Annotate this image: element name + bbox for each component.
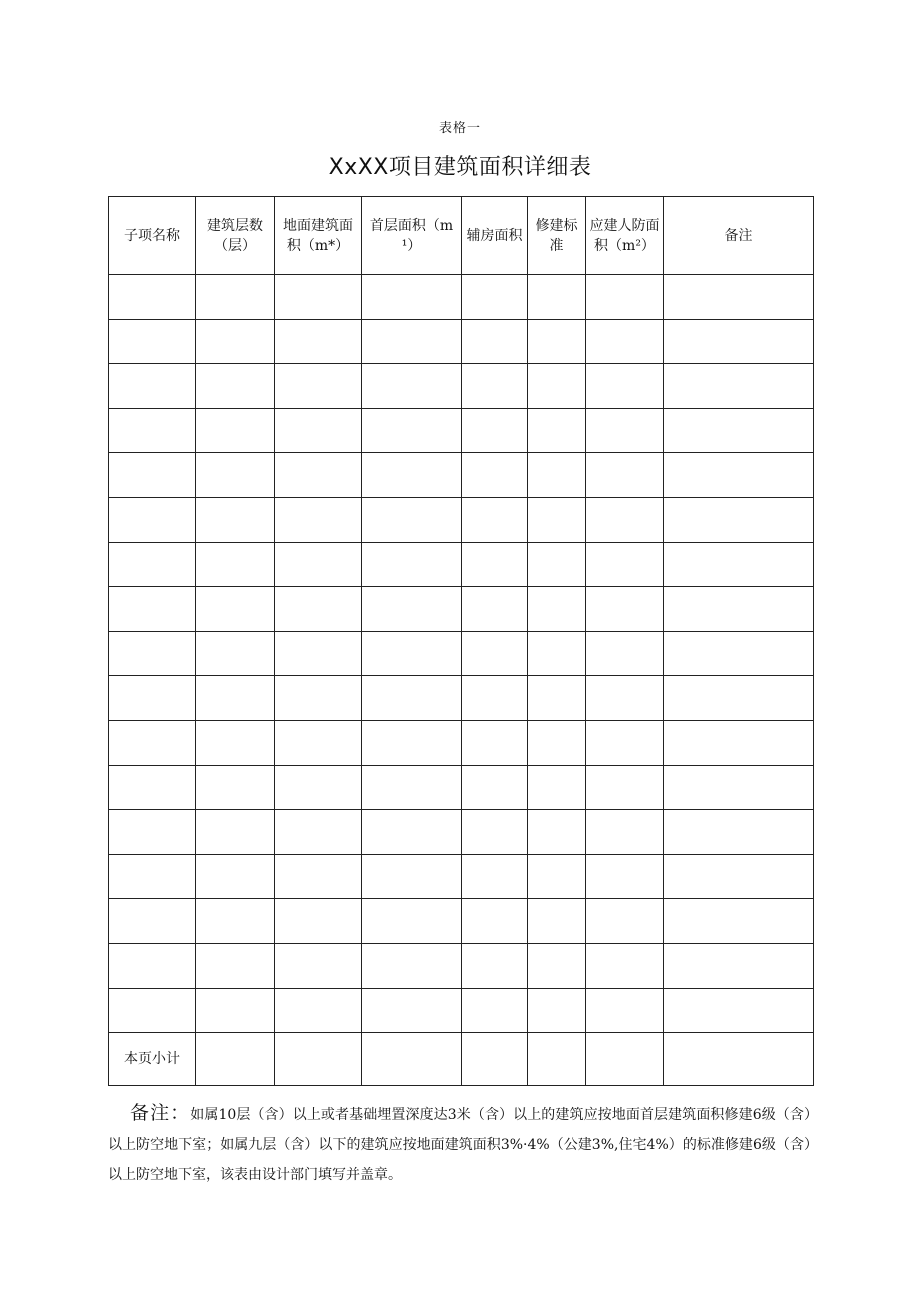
table-row [109, 408, 814, 453]
footnote [108, 1098, 818, 1190]
table-cell[interactable] [664, 1033, 814, 1086]
table-cell[interactable] [586, 408, 664, 453]
table-cell[interactable] [109, 810, 196, 855]
header-cell-remarks: 备注 [664, 197, 814, 275]
table-cell[interactable] [586, 676, 664, 721]
table-cell[interactable] [462, 631, 528, 676]
table-row [109, 988, 814, 1033]
table-cell[interactable] [664, 275, 814, 320]
table-body [109, 275, 814, 1086]
table-cell[interactable] [664, 676, 814, 721]
table-cell[interactable] [462, 1033, 528, 1086]
table-cell[interactable] [196, 453, 275, 498]
header-cell-subitem-name: 子项名称 [109, 197, 196, 275]
table-cell[interactable] [664, 810, 814, 855]
table-cell[interactable] [275, 542, 362, 587]
table-cell[interactable] [275, 854, 362, 899]
table-cell[interactable] [586, 364, 664, 409]
table-cell[interactable] [664, 319, 814, 364]
table-cell[interactable] [462, 319, 528, 364]
table-row [109, 497, 814, 542]
table-cell[interactable] [586, 988, 664, 1033]
table-cell[interactable] [275, 408, 362, 453]
table-cell[interactable] [528, 364, 586, 409]
table-cell[interactable] [528, 765, 586, 810]
table-row [109, 275, 814, 320]
table-cell[interactable] [664, 453, 814, 498]
table-row [109, 810, 814, 855]
table-row [109, 587, 814, 632]
table-cell[interactable] [586, 631, 664, 676]
table-cell[interactable] [586, 720, 664, 765]
table-cell[interactable] [275, 720, 362, 765]
table-cell[interactable] [109, 854, 196, 899]
header-cell-auxiliary-area: 辅房面积 [462, 197, 528, 275]
table-row [109, 676, 814, 721]
table-cell[interactable] [664, 720, 814, 765]
table-cell[interactable] [196, 1033, 275, 1086]
table-cell[interactable] [109, 720, 196, 765]
table-cell[interactable] [109, 275, 196, 320]
table-cell[interactable] [109, 899, 196, 944]
table-cell[interactable] [362, 676, 462, 721]
table-cell[interactable] [586, 810, 664, 855]
table-cell[interactable] [528, 542, 586, 587]
table-cell[interactable] [109, 631, 196, 676]
header-cell-build-standard: 修建标准 [528, 197, 586, 275]
table-cell[interactable] [462, 587, 528, 632]
footnote-label: 备注： [130, 1102, 191, 1124]
table-cell[interactable] [664, 542, 814, 587]
table-row [109, 765, 814, 810]
table-cell[interactable] [362, 408, 462, 453]
table-cell[interactable] [275, 810, 362, 855]
table-cell[interactable] [586, 587, 664, 632]
table-cell[interactable] [664, 943, 814, 988]
table-cell[interactable] [196, 319, 275, 364]
table-row [109, 854, 814, 899]
header-cell-first-floor-area: 首层面积（m¹） [362, 197, 462, 275]
table-cell[interactable] [586, 943, 664, 988]
table-cell[interactable] [275, 1033, 362, 1086]
table-cell[interactable] [362, 453, 462, 498]
table-header-row [109, 197, 814, 275]
table-row [109, 453, 814, 498]
table-cell[interactable] [275, 275, 362, 320]
table-cell[interactable] [275, 453, 362, 498]
table-cell[interactable] [528, 319, 586, 364]
table-cell[interactable] [664, 364, 814, 409]
table-cell[interactable] [362, 810, 462, 855]
header-cell-civil-defense-area: 应建人防面积（m²） [586, 197, 664, 275]
table-cell[interactable] [462, 720, 528, 765]
header-cell-floors: 建筑层数（层） [196, 197, 275, 275]
table-caption: 表格一 [438, 121, 481, 136]
table-cell[interactable] [362, 319, 462, 364]
table-cell[interactable] [462, 899, 528, 944]
table-row [109, 943, 814, 988]
table-cell[interactable] [664, 587, 814, 632]
table-cell[interactable] [664, 765, 814, 810]
table-cell[interactable] [664, 408, 814, 453]
table-row [109, 364, 814, 409]
table-cell[interactable] [462, 497, 528, 542]
table-cell[interactable] [528, 275, 586, 320]
table-cell[interactable] [664, 854, 814, 899]
table-cell[interactable] [196, 497, 275, 542]
table-cell[interactable] [462, 943, 528, 988]
table-cell[interactable] [275, 765, 362, 810]
table-cell[interactable] [664, 899, 814, 944]
table-row [109, 899, 814, 944]
table-cell[interactable] [362, 988, 462, 1033]
table-cell[interactable] [362, 497, 462, 542]
table-cell[interactable] [196, 943, 275, 988]
table-cell[interactable] [586, 1033, 664, 1086]
table-cell[interactable] [362, 943, 462, 988]
table-cell[interactable] [362, 364, 462, 409]
table-row [109, 631, 814, 676]
table-cell[interactable] [275, 497, 362, 542]
table-cell[interactable] [462, 542, 528, 587]
table-cell[interactable] [528, 497, 586, 542]
table-cell[interactable] [586, 542, 664, 587]
table-cell[interactable] [196, 631, 275, 676]
table-cell[interactable] [275, 587, 362, 632]
table-cell[interactable] [275, 988, 362, 1033]
table-cell[interactable] [196, 854, 275, 899]
table-cell[interactable] [362, 720, 462, 765]
table-cell[interactable] [362, 854, 462, 899]
table-cell[interactable] [586, 854, 664, 899]
table-cell[interactable] [462, 810, 528, 855]
table-cell[interactable] [275, 899, 362, 944]
table-cell[interactable] [462, 765, 528, 810]
table-cell[interactable] [586, 765, 664, 810]
table-row [109, 319, 814, 364]
table-cell[interactable] [109, 943, 196, 988]
table-cell[interactable] [362, 1033, 462, 1086]
table-cell[interactable] [196, 720, 275, 765]
table-cell[interactable] [462, 364, 528, 409]
table-cell[interactable] [586, 319, 664, 364]
building-area-table [108, 196, 814, 1086]
table-row [109, 720, 814, 765]
table-cell[interactable] [275, 943, 362, 988]
table-cell[interactable] [109, 765, 196, 810]
table-cell[interactable] [196, 408, 275, 453]
table-cell[interactable] [528, 631, 586, 676]
table-cell[interactable] [109, 988, 196, 1033]
footnote-text: 如属10层（含）以上或者基础埋置深度达3米（含）以上的建筑应按地面首层建筑面积修建6级（含）以上防空地下室；如属九层（含）以下的建筑应按地面建筑面积3%·4%（公建3%,住宅4%）的标准修建6级（含）以上防空地下室，该表由设计部门填写并盖章。 [108, 1107, 818, 1183]
table-cell[interactable] [362, 899, 462, 944]
table-cell[interactable] [362, 542, 462, 587]
table-cell[interactable] [196, 676, 275, 721]
table-cell[interactable] [275, 364, 362, 409]
header-cell-ground-area: 地面建筑面积（m*） [275, 197, 362, 275]
table-cell[interactable] [109, 587, 196, 632]
table-cell[interactable] [528, 988, 586, 1033]
table-cell[interactable] [275, 676, 362, 721]
table-cell[interactable] [528, 453, 586, 498]
table-cell[interactable] [528, 676, 586, 721]
table-cell[interactable] [528, 943, 586, 988]
subtotal-row [109, 1033, 814, 1086]
table-cell[interactable] [528, 720, 586, 765]
table-cell[interactable] [362, 765, 462, 810]
table-cell[interactable] [196, 810, 275, 855]
table-cell[interactable] [109, 408, 196, 453]
table-cell[interactable] [664, 988, 814, 1033]
table-cell[interactable] [109, 542, 196, 587]
table-cell[interactable] [462, 988, 528, 1033]
table-cell[interactable] [528, 854, 586, 899]
subtotal-label: 本页小计 [109, 1033, 196, 1086]
table-cell[interactable] [196, 364, 275, 409]
table-cell[interactable] [109, 453, 196, 498]
table-cell[interactable] [462, 676, 528, 721]
table-cell[interactable] [362, 275, 462, 320]
table-cell[interactable] [275, 319, 362, 364]
table-cell[interactable] [664, 497, 814, 542]
table-cell[interactable] [275, 631, 362, 676]
table-cell[interactable] [528, 587, 586, 632]
table-cell[interactable] [462, 854, 528, 899]
table-cell[interactable] [196, 542, 275, 587]
table-cell[interactable] [462, 453, 528, 498]
table-row [109, 542, 814, 587]
table-cell[interactable] [528, 1033, 586, 1086]
table-cell[interactable] [109, 364, 196, 409]
table-cell[interactable] [528, 899, 586, 944]
page-title: XxXX项目建筑面积详细表 [328, 155, 592, 180]
table-cell[interactable] [528, 810, 586, 855]
table-cell[interactable] [586, 497, 664, 542]
table-cell[interactable] [462, 408, 528, 453]
table-cell[interactable] [196, 765, 275, 810]
table-cell[interactable] [196, 587, 275, 632]
table-cell[interactable] [528, 408, 586, 453]
table-cell[interactable] [586, 275, 664, 320]
table-cell[interactable] [196, 988, 275, 1033]
table-cell[interactable] [109, 319, 196, 364]
table-cell[interactable] [196, 899, 275, 944]
table-cell[interactable] [462, 275, 528, 320]
table-cell[interactable] [109, 676, 196, 721]
table-cell[interactable] [362, 587, 462, 632]
table-cell[interactable] [196, 275, 275, 320]
table-cell[interactable] [664, 631, 814, 676]
table-cell[interactable] [586, 453, 664, 498]
table-cell[interactable] [109, 497, 196, 542]
table-cell[interactable] [586, 899, 664, 944]
table-cell[interactable] [362, 631, 462, 676]
